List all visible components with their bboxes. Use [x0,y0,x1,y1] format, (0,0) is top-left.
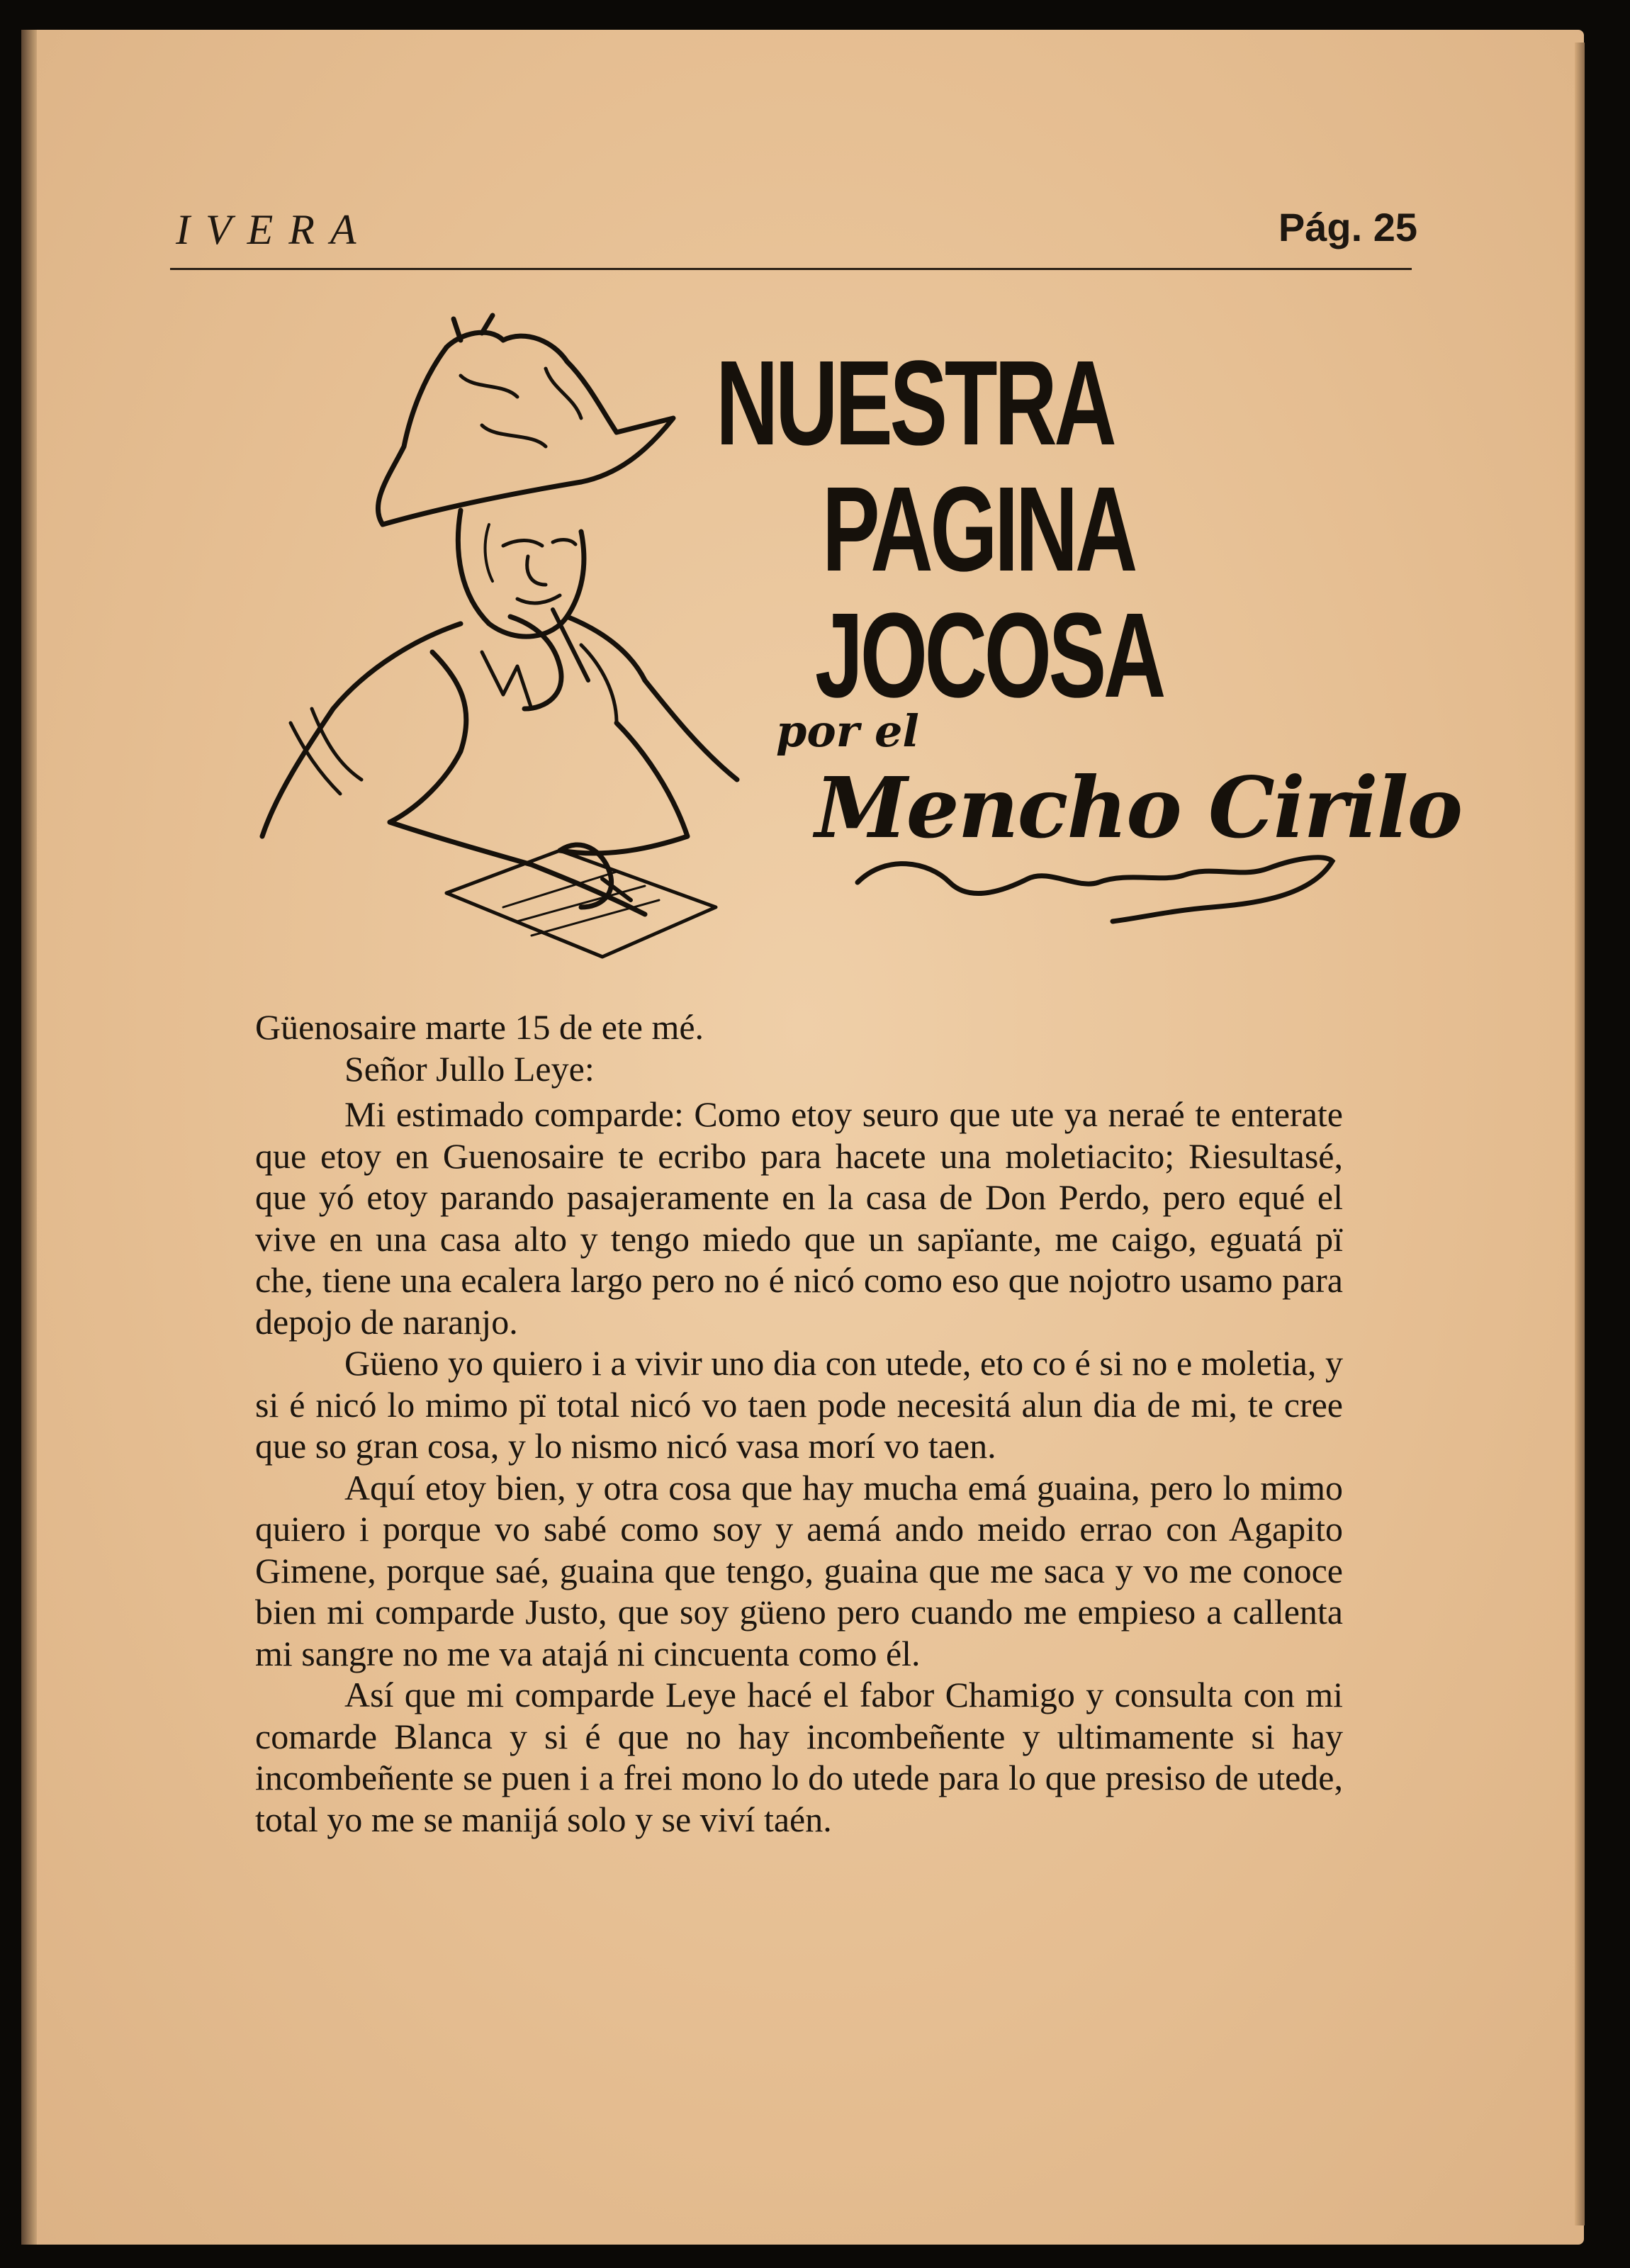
byline-prefix: por el [776,705,919,757]
header-rule [170,268,1412,270]
column-title [716,336,1298,723]
page-edge [1575,43,1585,2225]
letter-paragraph: Güeno yo quiero i a vivir uno dia con utede, eto co é si no e moletia, y si é nicó lo mimo pï total nicó vo taen pode necesitá alun dia de mi, te cree que so gran cosa, y lo nismo nicó vasa morí vo taen. [255,1343,1343,1466]
letter-paragraph: Mi estimado comparde: Como etoy seuro que ute ya neraé te enterate que etoy en Guenosaire te ecribo para hacete una moletiacito; Riesultasé, que yó etoy parando pasajeramente en la casa de Don Perdo, pero equé el vive en una casa alto y tengo miedo que un sapïante, me caigo, eguatá pï che, tiene una ecalera largo pero no é nicó como eso que nojotro usamo para depojo de naranjo. [255,1094,1343,1342]
title-line-3: JOCOSA [815,588,1163,723]
author-signature: Mencho Cirilo [815,758,1462,857]
letter-paragraph: Así que mi comparde Leye hacé el fabor Chamigo y consulta con mi comarde Blanca y si é que no hay incombeñente y ultimamente si hay incombeñente se puen i a frei mono lo do utede para lo que presiso de utede, total yo me se manijá solo y se viví taén. [255,1675,1343,1839]
letter-paragraph: Aquí etoy bien, y otra cosa que hay mucha emá guaina, pero lo mimo quiero i porque vo sabé como soy y aemá ando meido errao con Agapito Gimene, porque saé, guaina que tengo, guaina que me saca y vo me conoce bien mi comparde Justo, que soy güeno pero cuando me empieso a callenta mi sangre no me va atajá ni cincuenta como él. [255,1467,1343,1673]
letter-salutation: Señor Jullo Leye: [344,1048,595,1089]
running-head: IVERA [176,206,372,253]
page-spine [21,30,37,2245]
title-line-1: NUESTRA [716,336,1114,471]
title-line-2: PAGINA [822,462,1135,597]
letter-body [255,1006,1343,1840]
page-number: Pág. 25 [1278,205,1417,249]
signature-flourish-icon [843,840,1339,925]
writing-man-icon [248,312,758,964]
letter-date-line: Güenosaire marte 15 de ete mé. [255,1007,704,1047]
